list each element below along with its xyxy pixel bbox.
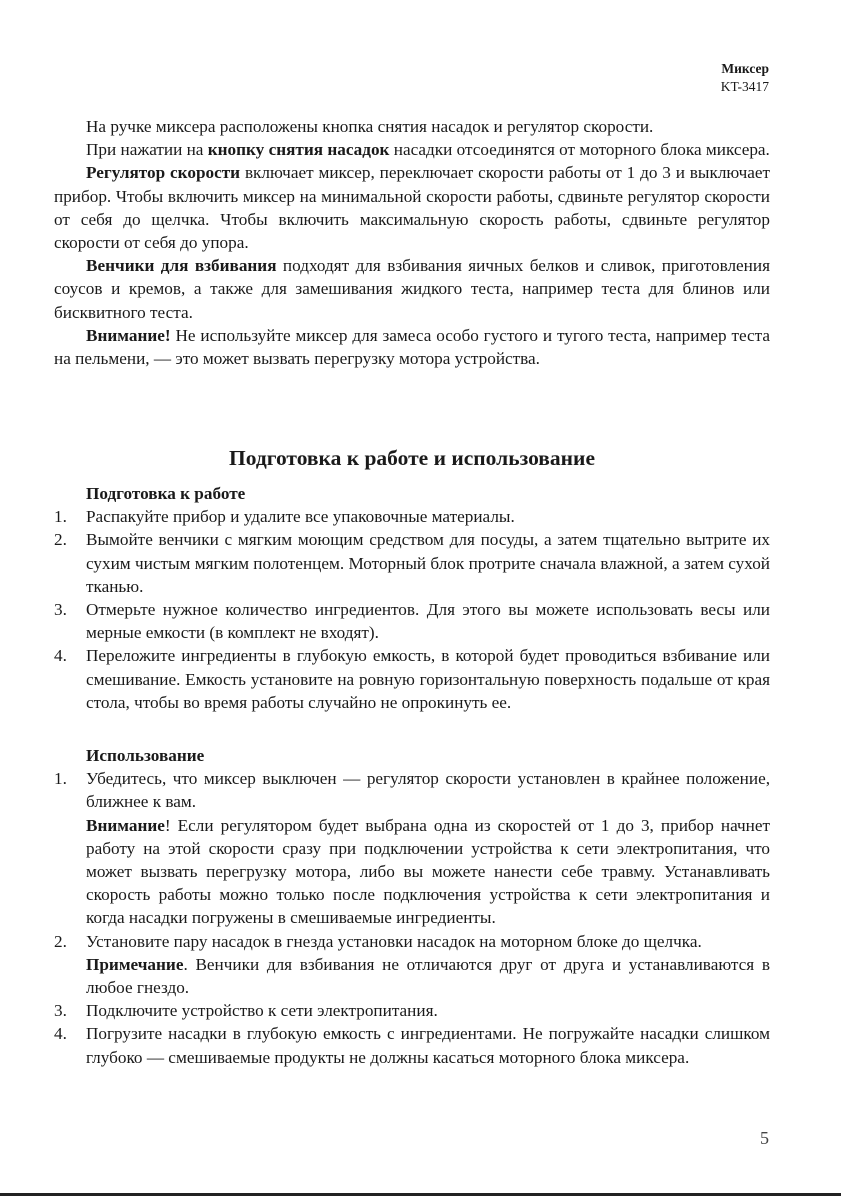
p4-text: подходят для взбивания яичных белков и сливок, приготовления соусов и кремов, а также для замешивания жидкого теста, например теста для блинов или бисквитного теста. xyxy=(54,256,770,322)
usage-block xyxy=(54,744,770,1069)
warning-text: ! Если регулятором будет выбрана одна из скоростей от 1 до 3, прибор начнет работу на этой скорости сразу при подключении устройства к сети электропитания, что может вызвать перегрузку мотора, либо вы можете нанести себе травму. Устанавливать скорость работы можно только после подключения устройства к сети электропитания и когда насадки погружены в смешиваемые ингредиенты. xyxy=(86,815,770,928)
intro-paragraph-1: На ручке миксера расположены кнопка снятия насадок и регулятор скорости. xyxy=(86,117,654,136)
item-text: Вымойте венчики с мягким моющим средством для посуды, а затем тщательно вытрите их сухим чистым мягким полотенцем. Моторный блок протрите сначала влажной, а затем сухой тканью. xyxy=(86,530,770,596)
item-number: 1. xyxy=(54,507,67,527)
intro-paragraph-4 xyxy=(54,254,770,324)
item-number: 2. xyxy=(54,530,67,550)
intro-block xyxy=(54,115,770,370)
list-item xyxy=(54,505,770,528)
section-title: Подготовка к работе и использование xyxy=(229,446,595,470)
p2-text-post: насадки отсоединятся от моторного блока миксера. xyxy=(389,140,770,160)
list-item xyxy=(54,930,770,1000)
item-text: Убедитесь, что миксер выключен — регулятор скорости установлен в крайнее положение, ближнее к вам. xyxy=(86,769,770,812)
item-warning xyxy=(86,814,770,930)
item-text: Переложите ингредиенты в глубокую емкость, в которой будет проводиться взбивание или смешивание. Емкость установите на ровную горизонтальную поверхность подальше от края стола, чтобы во время работы случайно не опрокинуть ее. xyxy=(86,646,770,712)
preparation-list xyxy=(54,505,770,714)
list-item xyxy=(54,598,770,644)
item-note xyxy=(86,953,770,999)
list-item xyxy=(54,999,770,1022)
item-text: Погрузите насадки в глубокую емкость с ингредиентами. Не погружайте насадки слишком глубоко — смешиваемые продукты не должны касаться моторного блока миксера. xyxy=(86,1024,770,1067)
item-text: Установите пару насадок в гнезда установки насадок на моторном блоке до щелчка. xyxy=(86,931,702,951)
page-number: 5 xyxy=(760,1128,769,1148)
preparation-subtitle: Подготовка к работе xyxy=(86,484,246,503)
item-number: 1. xyxy=(54,769,67,789)
p2-text-pre: При нажатии на xyxy=(86,140,208,160)
note-text: . Венчики для взбивания не отличаются друг от друга и устанавливаются в любое гнездо. xyxy=(86,954,770,998)
list-item xyxy=(54,1022,770,1068)
p3-text: включает миксер, переключает скорости работы от 1 до 3 и выключает прибор. Чтобы включить миксер на минимальной скорости работы, сдвиньте регулятор скорости от себя до щелчка. Чтобы включить максимальную скорость работы, сдвиньте регулятор скорости от себя до упора. xyxy=(54,163,770,253)
item-number: 4. xyxy=(54,1024,67,1044)
usage-subtitle: Использование xyxy=(86,746,205,765)
item-number: 3. xyxy=(54,1001,67,1021)
item-text: Подключите устройство к сети электропитания. xyxy=(86,1001,438,1021)
note-label: Примечание xyxy=(86,954,184,974)
intro-paragraph-2 xyxy=(54,138,770,161)
intro-paragraph-5 xyxy=(54,324,770,370)
list-item xyxy=(54,767,770,929)
header-product-name: Миксер xyxy=(721,61,769,76)
p5-bold-term: Внимание! xyxy=(86,325,171,345)
item-text: Отмерьте нужное количество ингредиентов. Для этого вы можете использовать весы или мерные емкости (в комплект не входят). xyxy=(86,600,770,643)
preparation-block xyxy=(54,482,770,714)
warning-label: Внимание xyxy=(86,815,165,835)
item-number: 3. xyxy=(54,600,67,620)
item-text: Распакуйте прибор и удалите все упаковочные материалы. xyxy=(86,507,515,527)
list-item xyxy=(54,644,770,714)
header-model-code: KT-3417 xyxy=(720,79,769,94)
item-number: 2. xyxy=(54,931,67,951)
p2-bold-term: кнопку снятия насадок xyxy=(207,140,390,160)
intro-paragraph-3 xyxy=(54,161,770,254)
p4-bold-term: Венчики для взбивания xyxy=(86,256,277,276)
usage-list xyxy=(54,767,770,1069)
item-number: 4. xyxy=(54,646,67,666)
p3-bold-term: Регулятор скорости xyxy=(86,163,241,183)
p5-text: Не используйте миксер для замеса особо густого и тугого теста, например теста на пельмени, — это может вызвать перегрузку мотора устройства. xyxy=(54,325,770,369)
list-item xyxy=(54,528,770,598)
running-header xyxy=(721,60,769,96)
